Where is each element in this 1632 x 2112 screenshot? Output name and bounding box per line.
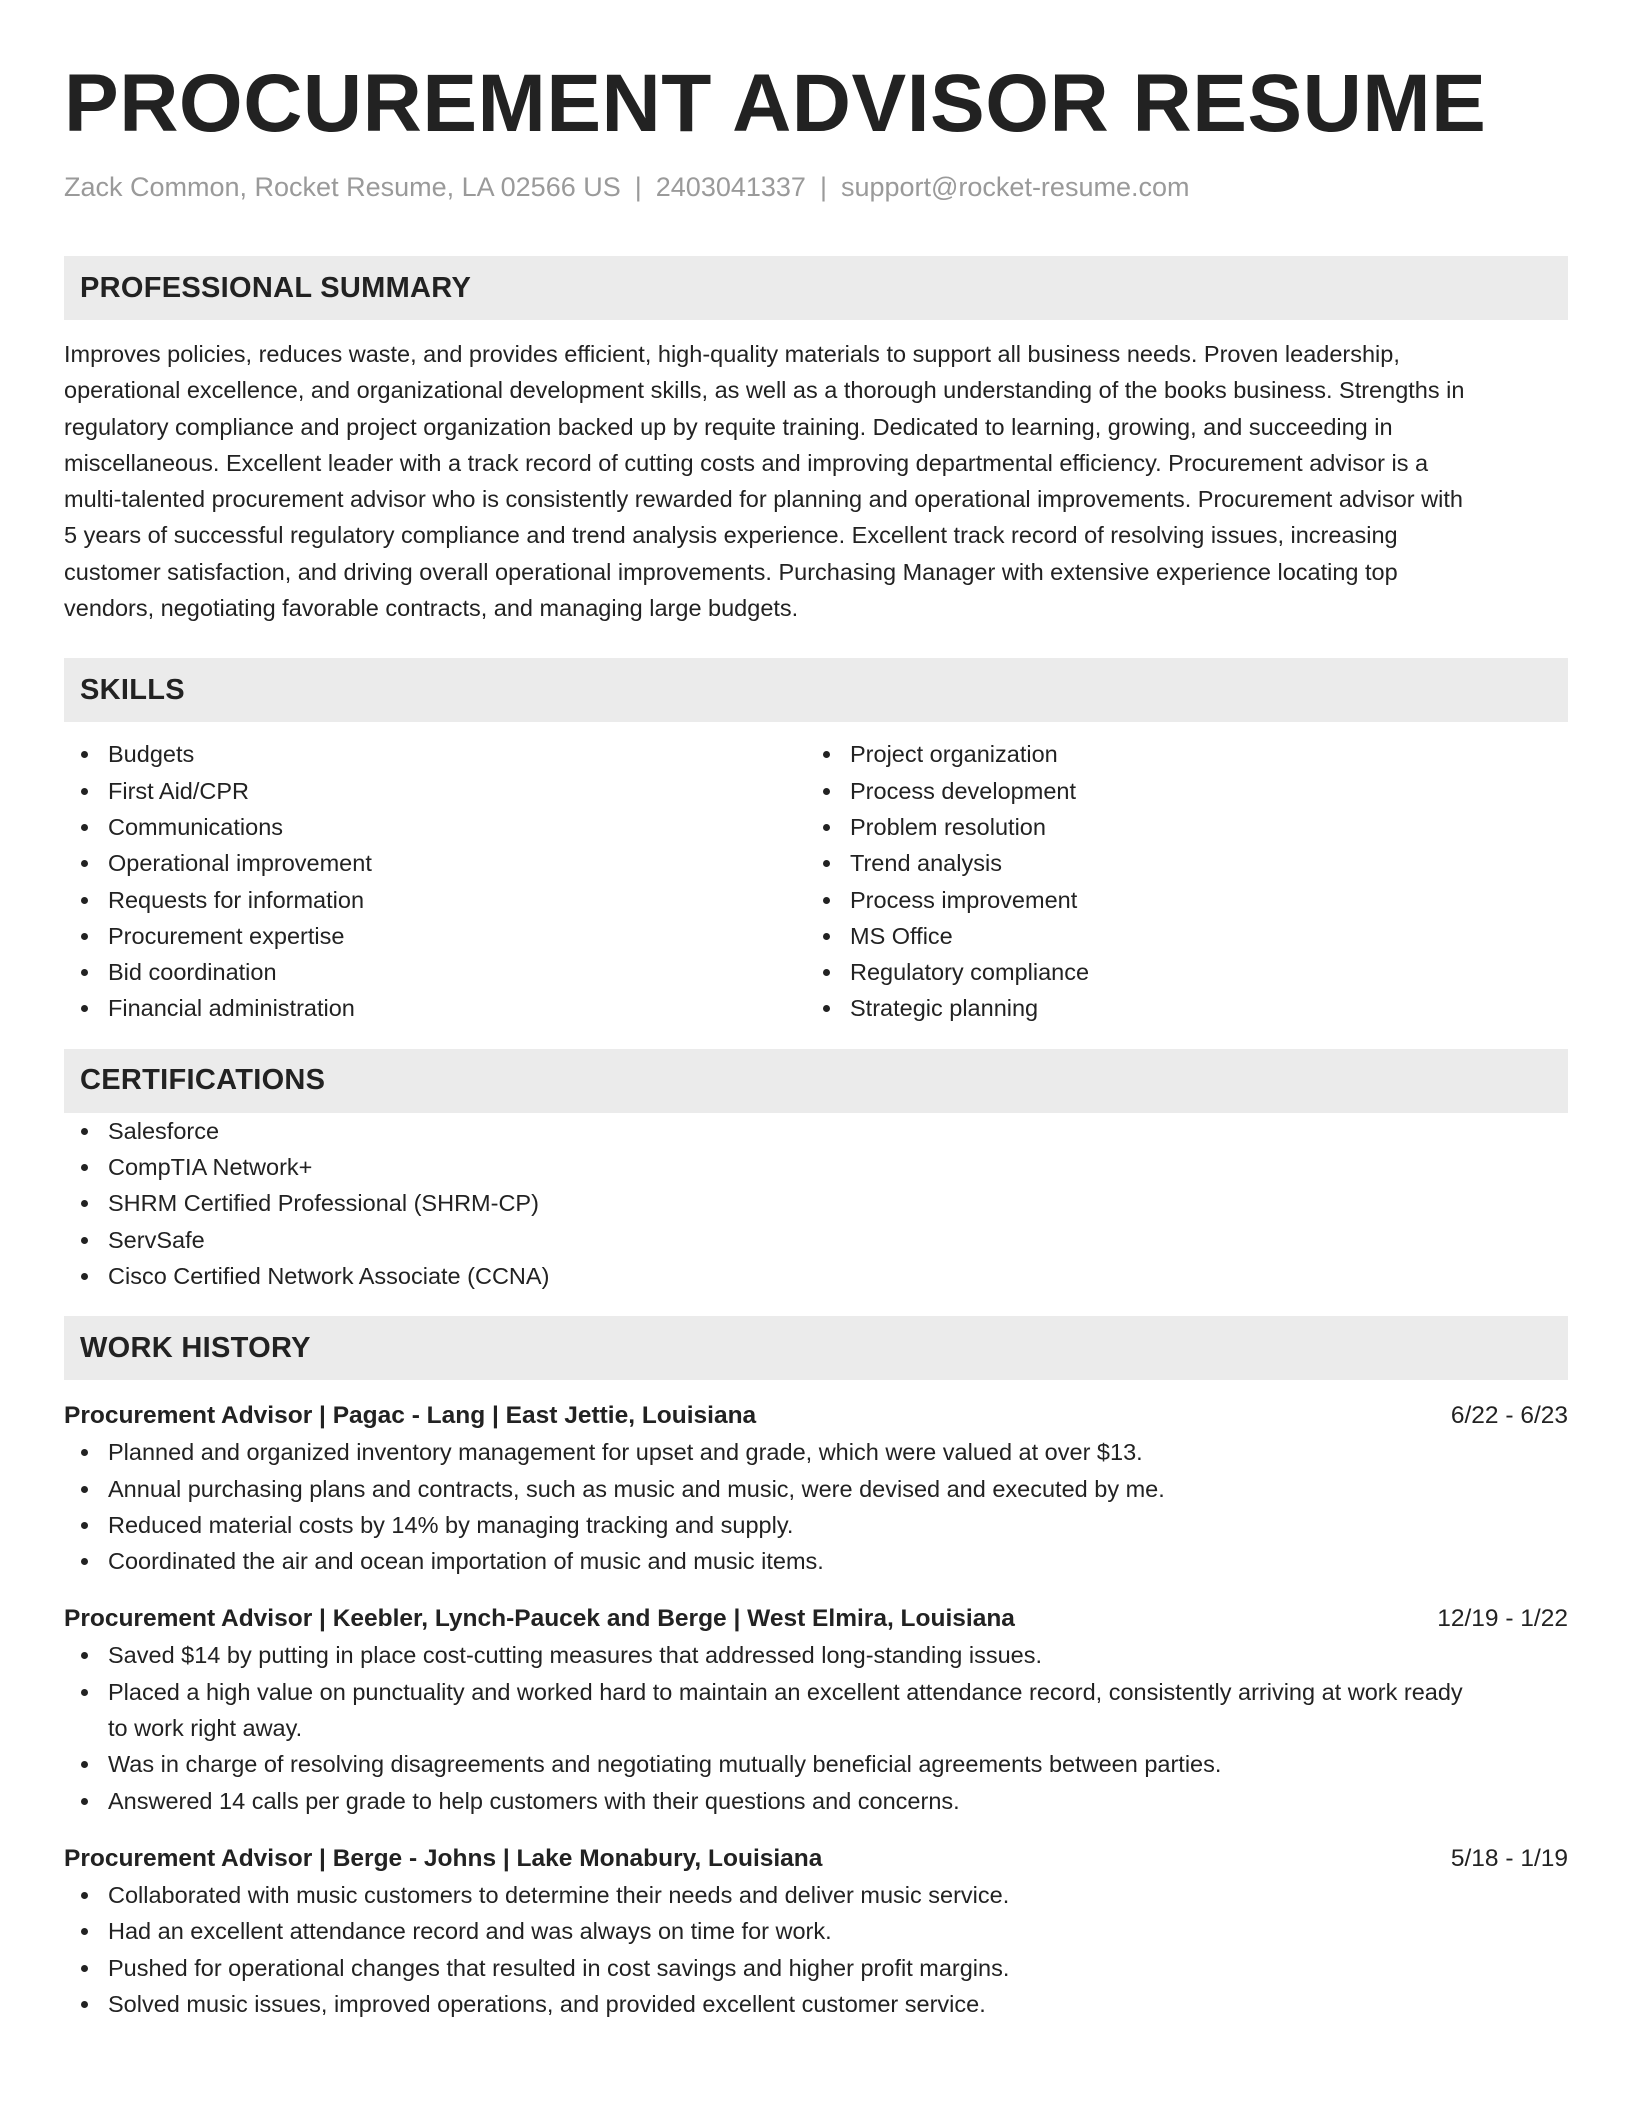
job-header [64,1398,1568,1434]
certifications-list [64,1113,1568,1294]
job-bullet: Pushed for operational changes that resulted in cost savings and higher profit margins. [64,1950,1568,1986]
skills-column-right [806,736,1548,1026]
bullet-icon [81,1892,88,1899]
skill-item: Trend analysis [806,845,1548,881]
section-heading: WORK HISTORY [80,1331,311,1364]
skill-item: Bid coordination [64,954,806,990]
bullet-icon [81,1965,88,1972]
skill-item: First Aid/CPR [64,773,806,809]
skill-item: Communications [64,809,806,845]
section-header-work-history [64,1316,1568,1380]
summary-line: Improves policies, reduces waste, and provides efficient, high-quality materials to support all business needs. Proven leadership, [64,341,1400,367]
summary-line: miscellaneous. Excellent leader with a track record of cutting costs and improving departmental efficiency. Procurement advisor is a [64,449,1429,476]
summary-line: multi-talented procurement advisor who is consistently rewarded for planning and operational improvements. Procurement advisor with [64,486,1463,513]
bullet-icon [81,1449,88,1456]
job-header [64,1841,1568,1877]
job-title: Procurement Advisor | Berge - Johns | Lake Monabury, Louisiana [64,1844,823,1872]
bullet-icon [81,1486,88,1493]
job-entry [64,1841,1568,2022]
bullet-icon [81,1164,88,1171]
section-header-summary [64,256,1568,320]
skill-item: Strategic planning [806,990,1548,1026]
job-bullets [64,1637,1568,1818]
bullet-icon [81,1652,88,1659]
job-bullets [64,1877,1568,2022]
job-dates: 5/18 - 1/19 [1450,1844,1568,1872]
skill-item: Process development [806,773,1548,809]
bullet-icon [823,751,830,758]
bullet-icon [81,824,88,831]
job-header [64,1601,1568,1637]
job-bullet: Saved $14 by putting in place cost-cutting measures that addressed long-standing issues. [64,1637,1568,1673]
job-bullets [64,1434,1568,1579]
summary-paragraph [64,336,1568,626]
bullet-icon [81,1128,88,1135]
certification-item: Cisco Certified Network Associate (CCNA) [64,1258,1568,1294]
certification-item: SHRM Certified Professional (SHRM-CP) [64,1185,1568,1221]
resume-title: PROCUREMENT ADVISOR RESUME [64,58,1487,149]
bullet-icon [81,1761,88,1768]
bullet-icon [81,1273,88,1280]
summary-line: 5 years of successful regulatory compliance and trend analysis experience. Excellent track record of resolving issues, increasing [64,522,1398,549]
job-title: Procurement Advisor | Keebler, Lynch-Paucek and Berge | West Elmira, Louisiana [64,1605,1015,1633]
skill-item: Financial administration [64,990,806,1026]
skill-item: Project organization [806,736,1548,772]
section-heading: SKILLS [80,673,185,706]
job-bullet: Placed a high value on punctuality and worked hard to maintain an excellent attendance record, consistently arriving at work ready to work right away. [64,1674,1568,1747]
job-title: Procurement Advisor | Pagac - Lang | East Jettie, Louisiana [64,1402,757,1430]
skill-item: Procurement expertise [64,918,806,954]
bullet-icon [81,1928,88,1935]
bullet-icon [823,788,830,795]
certification-item: CompTIA Network+ [64,1149,1568,1185]
skill-item: Operational improvement [64,845,806,881]
bullet-icon [81,1005,88,1012]
bullet-icon [81,1237,88,1244]
bullet-icon [81,1522,88,1529]
certification-item: Salesforce [64,1113,1568,1149]
summary-line: regulatory compliance and project organization backed up by requite training. Dedicated to learning, growing, and succeeding in [64,413,1393,440]
job-bullet: Answered 14 calls per grade to help customers with their questions and concerns. [64,1783,1568,1819]
section-heading: CERTIFICATIONS [80,1064,326,1097]
section-header-skills [64,658,1568,722]
skill-item: Requests for information [64,882,806,918]
skills-grid [64,736,1568,1026]
bullet-icon [823,860,830,867]
job-entry [64,1398,1568,1579]
section-heading: PROFESSIONAL SUMMARY [80,271,472,304]
skill-item: Regulatory compliance [806,954,1548,990]
bullet-icon [81,1200,88,1207]
certification-item: ServSafe [64,1222,1568,1258]
bullet-icon [823,897,830,904]
bullet-icon [823,824,830,831]
summary-line: customer satisfaction, and driving overall operational improvements. Purchasing Manager with extensive experience locating top [64,558,1398,585]
job-bullet: Annual purchasing plans and contracts, such as music and music, were devised and executed by me. [64,1471,1568,1507]
job-entry [64,1601,1568,1818]
job-bullet: Solved music issues, improved operations, and provided excellent customer service. [64,1986,1568,2022]
bullet-icon [823,969,830,976]
job-bullet: Had an excellent attendance record and was always on time for work. [64,1913,1568,1949]
job-dates: 6/22 - 6/23 [1450,1402,1568,1430]
bullet-icon [81,1798,88,1805]
contact-separator: | [634,172,642,202]
contact-line [64,170,1568,204]
skill-item: Problem resolution [806,809,1548,845]
job-bullet: Coordinated the air and ocean importation of music and music items. [64,1543,1568,1579]
summary-line: vendors, negotiating favorable contracts, and managing large budgets. [64,595,799,622]
skill-item: Budgets [64,736,806,772]
contact-phone: 2403041337 [655,172,806,202]
contact-email[interactable]: support@rocket-resume.com [840,172,1190,202]
contact-separator: | [819,172,827,202]
bullet-icon [81,897,88,904]
job-dates: 12/19 - 1/22 [1437,1605,1568,1633]
summary-line: operational excellence, and organizational development skills, as well as a thorough understanding of the books business. Strengths in [64,377,1465,404]
job-bullet: Reduced material costs by 14% by managing tracking and supply. [64,1507,1568,1543]
job-bullet: Was in charge of resolving disagreements and negotiating mutually beneficial agreements between parties. [64,1746,1568,1782]
skills-list-right [806,736,1548,1026]
bullet-icon [81,788,88,795]
bullet-icon [81,969,88,976]
skill-item: MS Office [806,918,1548,954]
skills-column-left [64,736,806,1026]
contact-address: Zack Common, Rocket Resume, LA 02566 US [64,172,621,202]
section-header-certifications [64,1049,1568,1113]
skills-list-left [64,736,806,1026]
skill-item: Process improvement [806,882,1548,918]
bullet-icon [81,751,88,758]
bullet-icon [81,1558,88,1565]
job-bullet: Planned and organized inventory management for upset and grade, which were valued at over $13. [64,1434,1568,1470]
job-bullet: Collaborated with music customers to determine their needs and deliver music service. [64,1877,1568,1913]
bullet-icon [81,2001,88,2008]
bullet-icon [81,860,88,867]
bullet-icon [823,933,830,940]
bullet-icon [823,1005,830,1012]
bullet-icon [81,1689,88,1696]
bullet-icon [81,933,88,940]
